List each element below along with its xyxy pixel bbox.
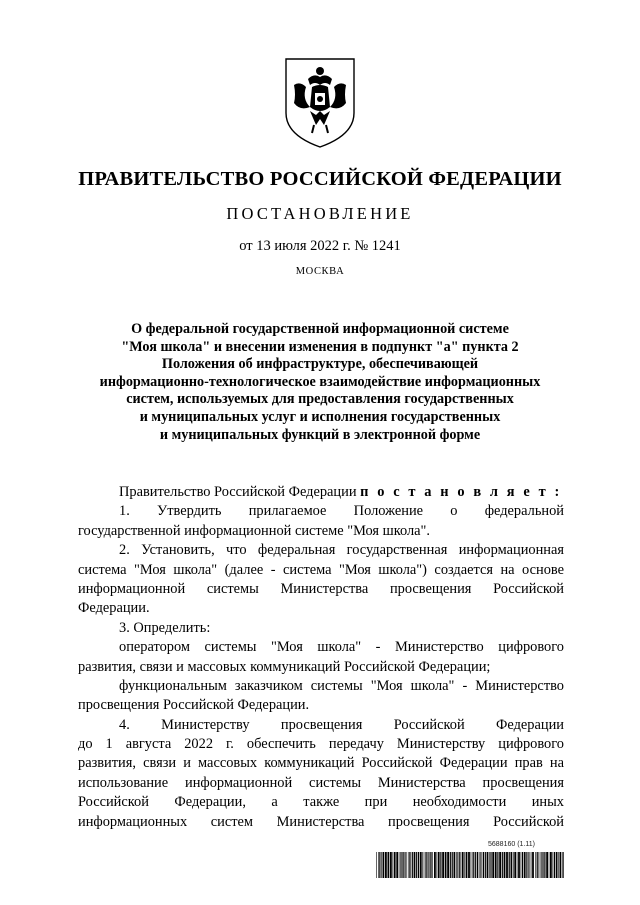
barcode [376, 852, 564, 878]
body-line: развития, связи и массовых коммуникаций Российской Федерации прав на [78, 755, 564, 772]
title-line: систем, используемых для предоставления государственных [126, 391, 514, 408]
body-line: просвещения Российской Федерации. [78, 697, 310, 714]
title-line: "Моя школа" и внесении изменения в подпункт "а" пункта 2 [121, 338, 519, 355]
body-line: использование информационной системы Министерства просвещения [78, 774, 564, 791]
title-line: Положения об инфраструктуре, обеспечивающей [161, 356, 479, 373]
body-line: развития, связи и массовых коммуникаций Российской Федерации; [78, 658, 491, 675]
title-line: информационно-технологическое взаимодействие информационных [99, 373, 541, 390]
body-line: Федерации. [78, 600, 150, 617]
body-line: государственной информационной системе "Моя школа". [78, 522, 431, 539]
document-type: ПОСТАНОВЛЕНИЕ [226, 204, 414, 223]
preamble [78, 483, 564, 502]
document-body [78, 483, 564, 832]
preamble-text: Правительство Российской Федерации [119, 484, 357, 500]
barcode-number: 5688160 (1.11) [488, 841, 535, 848]
body-line: до 1 августа 2022 г. обеспечить передачу Министерству цифрового [78, 736, 564, 753]
body-line: Российской Федерации, а также при необходимости иных [78, 794, 564, 811]
document-date-number: от 13 июля 2022 г. № 1241 [239, 238, 401, 254]
body-line: функциональным заказчиком системы "Моя школа" - Министерство [119, 677, 564, 694]
organization-name: ПРАВИТЕЛЬСТВО РОССИЙСКОЙ ФЕДЕРАЦИИ [78, 168, 562, 190]
title-line: О федеральной государственной информационной системе [131, 321, 509, 337]
title-line: и муниципальных функций в электронной форме [159, 426, 481, 443]
title-line: и муниципальных услуг и исполнения государственных [139, 408, 501, 425]
document-city: МОСКВА [295, 266, 345, 277]
body-line: система "Моя школа" (далее - система "Моя школа") создается на основе [78, 561, 564, 578]
body-line: информационной системы Министерства просвещения Российской [78, 580, 564, 597]
body-line: 4. Министерству просвещения Российской Федерации [119, 716, 564, 733]
body-line: 2. Установить, что федеральная государственная информационная [119, 542, 564, 559]
body-line: информационных систем Министерства просвещения Российской [78, 813, 564, 830]
body-line: 1. Утвердить прилагаемое Положение о федеральной [119, 503, 564, 520]
body-line: 3. Определить: [119, 619, 211, 636]
document-title [60, 321, 580, 444]
preamble-decree: п о с т а н о в л я е т : [360, 484, 562, 500]
coat-of-arms-emblem [280, 55, 360, 150]
body-line: оператором системы "Моя школа" - Министерство цифрового [119, 639, 564, 656]
